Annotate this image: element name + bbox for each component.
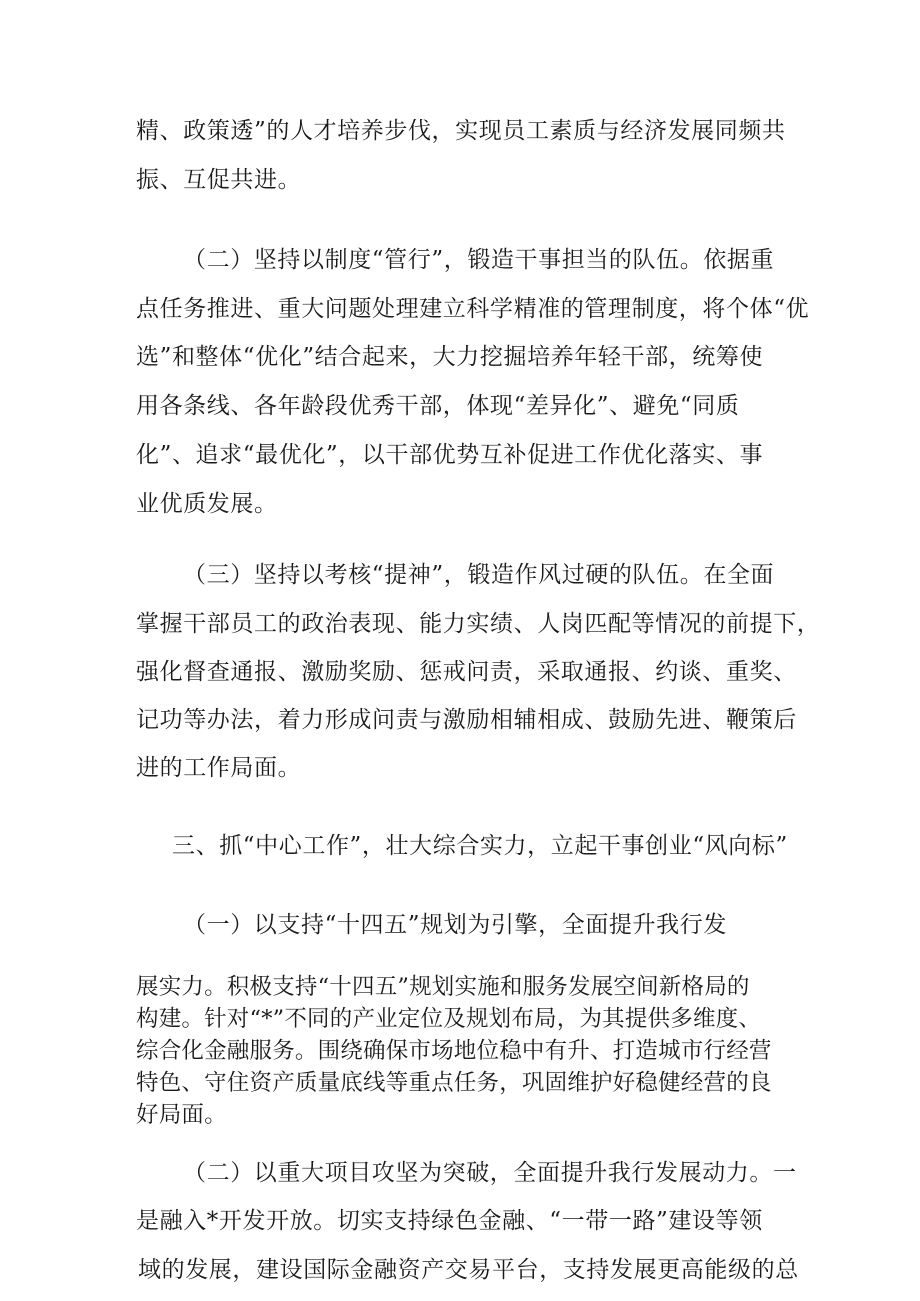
body-text-line: 展实力。积极支持“十四五”规划实施和服务发展空间新格局的	[136, 974, 750, 1000]
body-text-line: 点任务推进、重大问题处理建立科学精准的管理制度，将个体“优	[136, 296, 810, 322]
body-text-line: 选”和整体“优化”结合起来，大力挖掘培养年轻干部，统筹使	[136, 344, 764, 370]
body-text-line: 综合化金融服务。围绕确保市场地位稳中有升、打造城市行经营	[136, 1038, 772, 1064]
body-text-line: 化”、追求“最优化”，以干部优势互补促进工作优化落实、事	[136, 442, 764, 468]
body-text-line: （二）坚持以制度“管行”，锻造干事担当的队伍。依据重	[183, 247, 775, 273]
body-text-line: 域的发展，建设国际金融资产交易平台，支持发展更高能级的总	[138, 1257, 799, 1283]
body-text-line: 振、互促共进。	[136, 167, 302, 193]
body-text-line: 特色、守住资产质量底线等重点任务，巩固维护好稳健经营的良	[136, 1070, 772, 1096]
body-text-line: 记功等办法，着力形成问责与激励相辅相成、鼓励先进、鞭策后	[136, 707, 797, 733]
body-text-line: 好局面。	[136, 1102, 227, 1128]
body-text-line: 构建。针对“*”不同的产业定位及规划布局，为其提供多维度、	[136, 1006, 762, 1032]
body-text-line: （二）以重大项目攻坚为突破，全面提升我行发展动力。一	[183, 1160, 797, 1186]
body-text-line: （一）以支持“十四五”规划为引擎，全面提升我行发	[183, 912, 727, 938]
body-text-line: 掌握干部员工的政治表现、能力实绩、人岗匹配等情况的前提下，	[136, 611, 821, 637]
body-text-line: （三）坚持以考核“提神”，锻造作风过硬的队伍。在全面	[183, 562, 775, 588]
body-text-line: 进的工作局面。	[136, 755, 302, 781]
body-text-line: 强化督查通报、激励奖励、惩戒问责，采取通报、约谈、重奖、	[136, 659, 797, 685]
section-heading: 三、抓“中心工作”，壮大综合实力，立起干事创业“风向标”	[172, 833, 788, 859]
body-text-line: 业优质发展。	[136, 491, 278, 517]
body-text-line: 是融入*开发开放。切实支持绿色金融、“一带一路”建设等领	[136, 1208, 763, 1234]
body-text-line: 精、政策透”的人才培养步伐，实现员工素质与经济发展同频共	[136, 118, 786, 144]
body-text-line: 用各条线、各年龄段优秀干部，体现“差异化”、避免“同质	[136, 393, 740, 419]
